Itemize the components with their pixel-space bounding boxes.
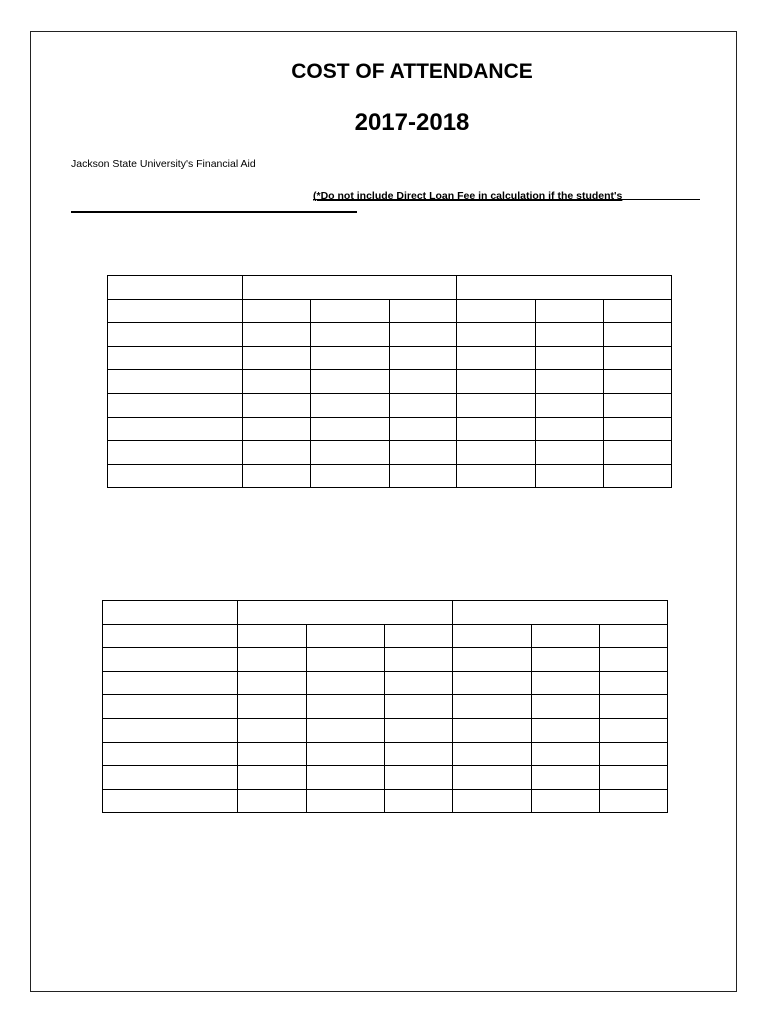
- table-cell: [108, 417, 243, 441]
- table-cell: [103, 766, 238, 790]
- table-cell: [532, 624, 600, 648]
- table-cell: [243, 417, 311, 441]
- table-cell: [604, 417, 672, 441]
- table-cell: [243, 393, 311, 417]
- table-row: [103, 624, 668, 648]
- table-cell: [532, 671, 600, 695]
- table-cell: [243, 299, 311, 323]
- table-cell: [108, 441, 243, 465]
- table-row: [108, 393, 672, 417]
- table-cell: [243, 346, 311, 370]
- table-cell: [453, 742, 532, 766]
- table-cell: [238, 648, 307, 672]
- table-cell: [390, 323, 457, 347]
- table-cell: [238, 742, 307, 766]
- table-cell: [385, 742, 453, 766]
- table-cell: [238, 671, 307, 695]
- table-cell: [103, 648, 238, 672]
- table-row: [103, 789, 668, 813]
- table-cell: [532, 789, 600, 813]
- table-cell: [103, 742, 238, 766]
- table-cell: [604, 464, 672, 488]
- table-cell: [453, 766, 532, 790]
- table-cell: [385, 789, 453, 813]
- table-cell: [390, 417, 457, 441]
- table-cell: [103, 695, 238, 719]
- table-cell: [536, 417, 604, 441]
- page-border: [30, 31, 737, 992]
- table-row: [103, 718, 668, 742]
- table-cell: [311, 441, 390, 465]
- table-header-group-cell: [457, 276, 672, 300]
- table-cell: [453, 671, 532, 695]
- table-row: [103, 742, 668, 766]
- table-cell: [311, 370, 390, 394]
- table-cell: [390, 370, 457, 394]
- table-cell: [536, 370, 604, 394]
- table-cell: [311, 464, 390, 488]
- table-cell: [103, 601, 238, 625]
- table-header-group-cell: [238, 601, 453, 625]
- table-cell: [532, 742, 600, 766]
- table-cell: [604, 441, 672, 465]
- table-cell: [453, 718, 532, 742]
- table-cell: [457, 441, 536, 465]
- table-cell: [536, 393, 604, 417]
- table-cell: [307, 789, 385, 813]
- table-cell: [604, 346, 672, 370]
- table-header-group-cell: [243, 276, 457, 300]
- table-row: [108, 441, 672, 465]
- table-cell: [108, 276, 243, 300]
- table-cell: [600, 671, 668, 695]
- table-row: [108, 464, 672, 488]
- table-cell: [385, 648, 453, 672]
- table-cell: [600, 766, 668, 790]
- table-cell: [457, 464, 536, 488]
- table-row: [108, 323, 672, 347]
- table-cell: [238, 789, 307, 813]
- table-cell: [536, 299, 604, 323]
- table-cell: [307, 718, 385, 742]
- table-cell: [390, 393, 457, 417]
- table-cell: [307, 695, 385, 719]
- table-cell: [311, 393, 390, 417]
- table-cell: [390, 464, 457, 488]
- table-cell: [536, 464, 604, 488]
- table-cell: [108, 464, 243, 488]
- table-cell: [453, 789, 532, 813]
- table-row: [108, 370, 672, 394]
- table-row: [108, 417, 672, 441]
- table-cell: [238, 718, 307, 742]
- table-cell: [453, 648, 532, 672]
- table-cell: [457, 370, 536, 394]
- table-cell: [604, 393, 672, 417]
- table-cell: [453, 624, 532, 648]
- table-cell: [307, 742, 385, 766]
- table-header-group-cell: [453, 601, 668, 625]
- table-cell: [385, 671, 453, 695]
- table-cell: [390, 441, 457, 465]
- table-cell: [532, 695, 600, 719]
- table-cell: [385, 695, 453, 719]
- table-cell: [108, 299, 243, 323]
- table-cell: [243, 441, 311, 465]
- table-cell: [536, 323, 604, 347]
- table-cell: [385, 718, 453, 742]
- table-header-row: [103, 601, 668, 625]
- table-cell: [600, 742, 668, 766]
- document-year: 2017-2018: [354, 109, 470, 136]
- table-cell: [243, 370, 311, 394]
- table-cell: [532, 766, 600, 790]
- table-cell: [307, 671, 385, 695]
- table-cell: [457, 417, 536, 441]
- direct-loan-note: (*Do not include Direct Loan Fee in calculation if the student's: [313, 190, 623, 202]
- cost-table-2: [102, 600, 668, 813]
- table-cell: [307, 624, 385, 648]
- table-cell: [532, 718, 600, 742]
- document-title: COST OF ATTENDANCE: [291, 60, 533, 83]
- table-cell: [311, 323, 390, 347]
- table-cell: [108, 346, 243, 370]
- table-cell: [457, 323, 536, 347]
- table-cell: [390, 346, 457, 370]
- table-cell: [385, 766, 453, 790]
- table-cell: [457, 346, 536, 370]
- table-cell: [390, 299, 457, 323]
- cost-table-1: [107, 275, 672, 488]
- table-cell: [307, 648, 385, 672]
- table-cell: [453, 695, 532, 719]
- table-cell: [108, 370, 243, 394]
- table-cell: [536, 441, 604, 465]
- table-header-row: [108, 276, 672, 300]
- table-cell: [108, 323, 243, 347]
- table-cell: [532, 648, 600, 672]
- table-cell: [604, 323, 672, 347]
- table-cell: [238, 766, 307, 790]
- table-cell: [243, 323, 311, 347]
- table-cell: [307, 766, 385, 790]
- table-cell: [103, 624, 238, 648]
- table-cell: [238, 624, 307, 648]
- note-line: [313, 186, 700, 200]
- table-row: [103, 671, 668, 695]
- institution-name: Jackson State University's Financial Aid: [71, 158, 256, 170]
- table-cell: [600, 624, 668, 648]
- table-cell: [457, 393, 536, 417]
- table-row: [108, 299, 672, 323]
- table-cell: [600, 789, 668, 813]
- table-row: [108, 346, 672, 370]
- table-cell: [103, 718, 238, 742]
- table-cell: [238, 695, 307, 719]
- table-cell: [311, 299, 390, 323]
- table-cell: [604, 370, 672, 394]
- table-cell: [311, 417, 390, 441]
- signature-line: [71, 211, 357, 213]
- table-cell: [536, 346, 604, 370]
- table-cell: [103, 789, 238, 813]
- table-cell: [108, 393, 243, 417]
- table-row: [103, 695, 668, 719]
- table-cell: [385, 624, 453, 648]
- table-row: [103, 766, 668, 790]
- table-cell: [600, 718, 668, 742]
- table-cell: [600, 648, 668, 672]
- table-cell: [103, 671, 238, 695]
- table-cell: [457, 299, 536, 323]
- table-row: [103, 648, 668, 672]
- table-cell: [243, 464, 311, 488]
- table-cell: [604, 299, 672, 323]
- table-cell: [311, 346, 390, 370]
- table-cell: [600, 695, 668, 719]
